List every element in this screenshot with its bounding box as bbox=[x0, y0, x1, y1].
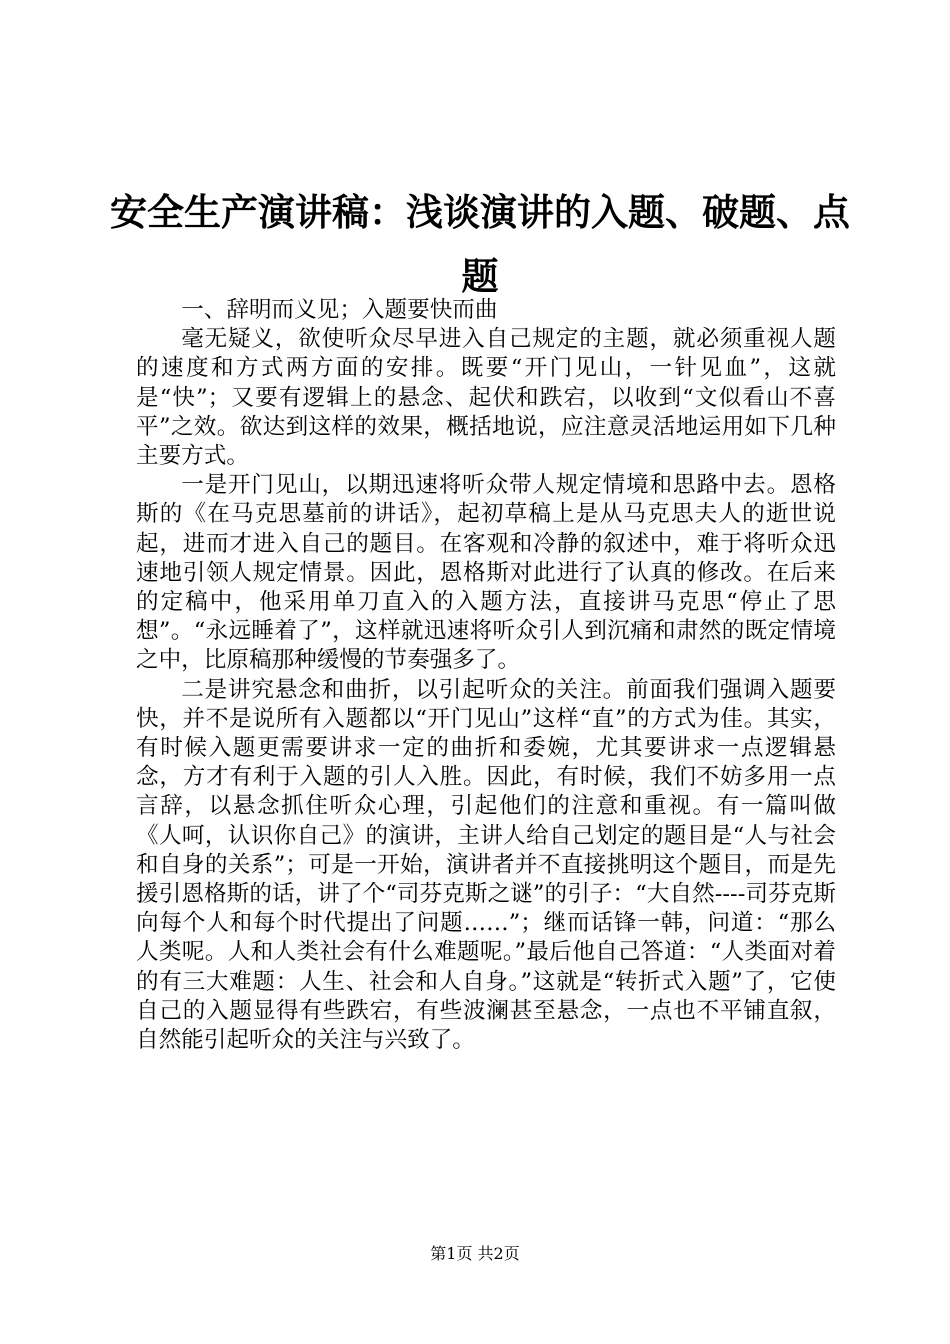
paragraph: 一是开门见山，以期迅速将听众带人规定情境和思路中去。恩格斯的《在马克思墓前的讲话》，起初草稿上是从马克思夫人的逝世说起，进而才进入自己的题目。在客观和冷静的叙述中，难于将听众迅速地引领人规定情景。因此，恩格斯对此进行了认真的修改。在后来的定稿中，他采用单刀直入的入题方法，直接讲马克思“停止了思想”。“永远睡着了”，这样就迅速将听众引人到沉痛和肃然的既定情境之中，比原稿那种缓慢的节奏强多了。 bbox=[136, 472, 836, 674]
section-heading: 一、辞明而义见；入题要快而曲 bbox=[181, 297, 498, 323]
document-body bbox=[136, 296, 836, 1055]
paragraph: 毫无疑义，欲使听众尽早进入自己规定的主题，就必须重视人题的速度和方式两方面的安排。既要“开门见山，一针见血”，这就是“快”；又要有逻辑上的悬念、起伏和跌宕，以收到“文似看山不喜平”之效。欲达到这样的效果，概括地说，应注意灵活地运用如下几种主要方式。 bbox=[136, 326, 836, 470]
page-title: 安全生产演讲稿：浅谈演讲的入题、破题、点题 bbox=[110, 190, 850, 298]
paragraph: 二是讲究悬念和曲折，以引起听众的关注。前面我们强调入题要快，并不是说所有入题都以“开门见山”这样“直”的方式为佳。其实，有时候入题更需要讲求一定的曲折和委婉，尤其要讲求一点逻辑悬念，方才有利于入题的引人入胜。因此，有时候，我们不妨多用一点言辞，以悬念抓住听众心理，引起他们的注意和重视。有一篇叫做《人呵，认识你自己》的演讲，主讲人给自己划定的题目是“人与社会和自身的关系”；可是一开始，演讲者并不直接挑明这个题目，而是先援引恩格斯的话，讲了个“司芬克斯之谜”的引子：“大自然----司芬克斯向每个人和每个时代提出了问题……”；继而话锋一韩，问道：“那么人类呢。人和人类社会有什么难题呢。”最后他自己答道：“人类面对着的有三大难题：人生、社会和人自身。”这就是“转折式入题”了，它使自己的入题显得有些跌宕，有些波澜甚至悬念，一点也不平铺直叙，自然能引起听众的关注与兴致了。 bbox=[136, 676, 836, 1054]
page-number-footer: 第1页 共2页 bbox=[430, 1244, 520, 1263]
